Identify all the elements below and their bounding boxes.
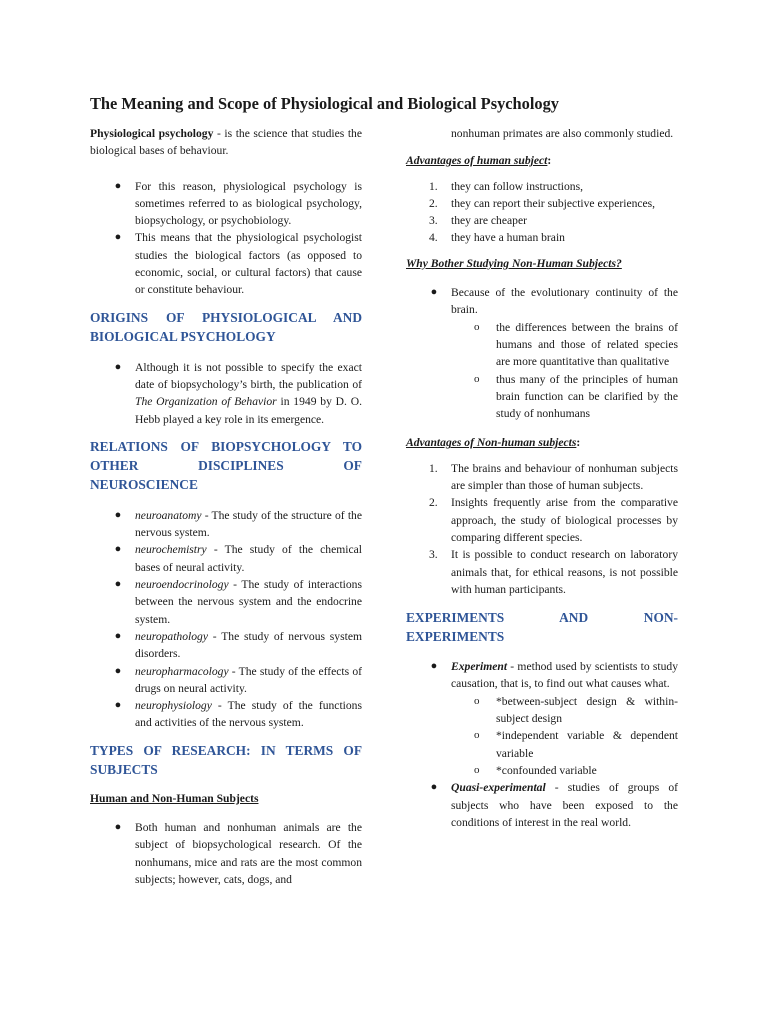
left-column: [90, 125, 362, 888]
adv-human-heading: Advantages of human subject:: [406, 154, 552, 168]
right-column: [406, 125, 678, 831]
bullet-icon: ●: [430, 781, 438, 794]
sub-list-item: o thus many of the principles of human brain function can be clarified by the study of nonhumans: [474, 372, 678, 421]
sub-list-item: o *independent variable & dependent variable: [474, 729, 678, 760]
circle-bullet-icon: o: [474, 372, 480, 385]
human-nonhuman-heading: Human and Non-Human Subjects: [90, 791, 259, 805]
list-item: 2. Insights frequently arise from the comparative approach, the study of biological processes by comparing different species.: [429, 496, 678, 544]
book-title: The Organization of Behavior: [135, 395, 277, 409]
discipline-item: ● neurophysiology - The study of the functions and activities of the nervous system.: [114, 699, 362, 730]
list-item: ● Although it is not possible to specify the exact date of biopsychology’s birth, the publication of The Organization of Behavior in 1949 by D. O. Hebb played a key role in its emergence.: [114, 360, 362, 426]
sub-list-item: o *between-subject design & within-subject design: [474, 694, 678, 726]
experiment-sub-list: [474, 693, 678, 779]
discipline-item: ● neuroanatomy - The study of the structure of the nervous system.: [114, 508, 362, 540]
list-item: 1. The brains and behaviour of nonhuman subjects are simpler than those of human subjects.: [429, 461, 678, 493]
intro-text: - is the science that studies the biological bases of behaviour.: [90, 127, 362, 158]
bullet-icon: ●: [114, 821, 122, 834]
list-item: ● Both human and nonhuman animals are the subject of biopsychological research. Of the nonhumans, mice and rats are the most common subjects; however, cats, dogs, and: [114, 821, 362, 886]
human-nonhuman-list: [114, 819, 362, 888]
relations-heading: RELATIONS OF BIOPSYCHOLOGY TO OTHER DISCIPLINES OF NEUROSCIENCE: [90, 438, 362, 492]
circle-bullet-icon: o: [474, 694, 480, 707]
adv-nonhuman-heading: Advantages of Non-human subjects:: [406, 436, 581, 450]
discipline-item: ● neurochemistry - The study of the chemical bases of neural activity.: [114, 543, 362, 574]
bullet-icon: ●: [114, 508, 122, 521]
bullet-icon: ●: [114, 360, 122, 373]
bullet-icon: ●: [114, 629, 122, 642]
why-sub-list: [474, 319, 678, 423]
discipline-item: ● neuropathology - The study of nervous system disorders.: [114, 629, 362, 661]
bullet-icon: ●: [430, 286, 438, 299]
discipline-item: ● neuroendocrinology - The study of interactions between the nervous system and the endocrine system.: [114, 578, 362, 626]
why-bullet-list: [430, 284, 678, 422]
intro-bullet-list: [114, 178, 362, 299]
circle-bullet-icon: o: [474, 763, 480, 776]
list-item: 2. they can report their subjective experiences,: [429, 196, 656, 210]
sub-list-item: o *confounded variable: [496, 762, 678, 779]
adv-nonhuman-list: [429, 460, 678, 598]
circle-bullet-icon: o: [474, 729, 480, 742]
why-heading: Why Bother Studying Non-Human Subjects?: [406, 256, 622, 270]
bullet-icon: ●: [430, 660, 438, 673]
document-title: The Meaning and Scope of Physiological and Biological Psychology: [90, 94, 559, 113]
bullet-icon: ●: [114, 179, 122, 192]
list-item: ● Experiment - method used by scientists to study causation, that is, to find out what causes what. o *between-subject design & within-subject design o *independent variable & dependent variable o *confounded variable: [451, 658, 678, 779]
list-item: 1. they can follow instructions,: [429, 179, 584, 193]
origins-bullet-list: [114, 359, 362, 428]
types-heading: TYPES OF RESEARCH: IN TERMS OF SUBJECTS: [90, 742, 362, 777]
disciplines-list: [114, 507, 362, 732]
list-item: 3. It is possible to conduct research on laboratory animals that, for ethical reasons, is not possible with human participants.: [429, 548, 678, 596]
sub-list-item: o the differences between the brains of humans and those of related species are more quantitative than qualitative: [474, 320, 678, 369]
continued-text: nonhuman primates are also commonly studied.: [451, 127, 674, 140]
experiments-list: [430, 658, 678, 831]
list-item: ● Because of the evolutionary continuity of the brain. o the differences between the brains of humans and those of related species are more quantitative than qualitative o thus many of the principles of human brain function can be clarified by the study of nonhumans: [451, 284, 678, 422]
discipline-item: ● neuropharmacology - The study of the effects of drugs on neural activity.: [114, 664, 362, 695]
list-item: 3. they are cheaper: [429, 214, 527, 228]
bullet-icon: ●: [114, 699, 122, 712]
origins-heading: ORIGINS OF PHYSIOLOGICAL AND BIOLOGICAL PSYCHOLOGY: [90, 309, 362, 344]
list-item: 4. they have a human brain: [429, 231, 565, 245]
intro-paragraph: [90, 125, 362, 160]
circle-bullet-icon: o: [474, 320, 480, 333]
bullet-icon: ●: [114, 231, 122, 244]
list-item: ● This means that the physiological psychologist studies the biological factors (as opposed to economic, social, or cultural factors) that cause or constitute behaviour.: [114, 231, 362, 297]
list-item: ● For this reason, physiological psychology is sometimes referred to as biological psychology, biopsychology, or psychobiology.: [114, 179, 362, 228]
adv-human-list: [429, 178, 678, 247]
bullet-icon: ●: [114, 578, 122, 591]
bullet-icon: ●: [114, 664, 122, 677]
bullet-icon: ●: [114, 543, 122, 556]
experiments-heading: EXPERIMENTS AND NON- EXPERIMENTS: [406, 610, 678, 645]
intro-term: Physiological psychology: [90, 127, 214, 140]
list-item: ● Quasi-experimental - studies of groups of subjects who have been exposed to the conditions of interest in the real world.: [430, 781, 678, 829]
